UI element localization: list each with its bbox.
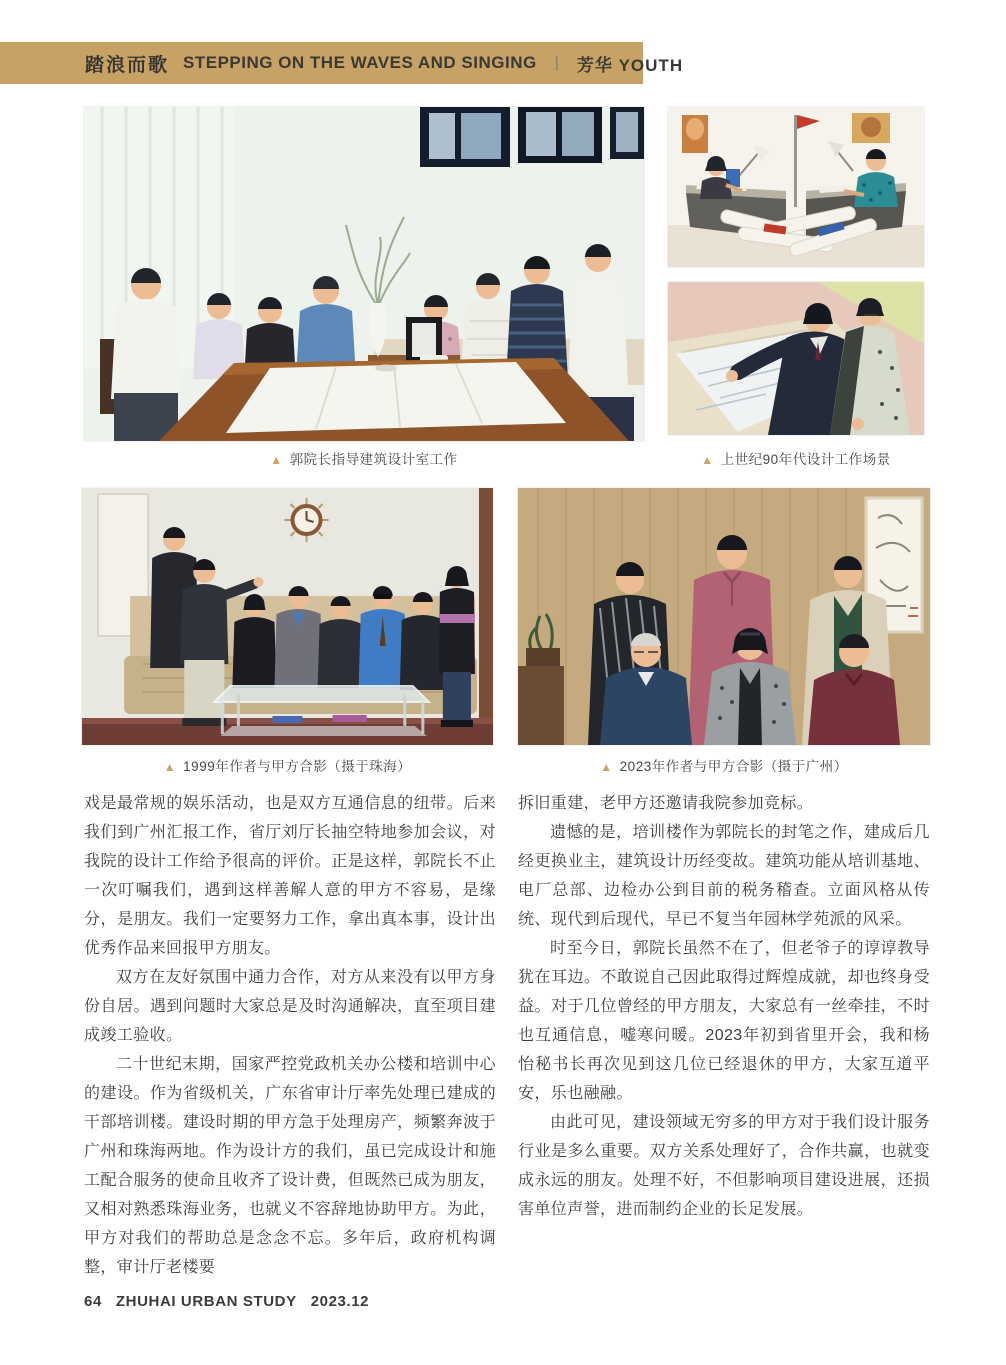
article-right-column bbox=[518, 789, 930, 1224]
photo-design-office-group bbox=[84, 107, 644, 441]
paragraph: 二十世纪末期，国家严控党政机关办公楼和培训中心的建设。作为省级机关，广东省审计厅率先处理已建成的干部培训楼。建设时期的甲方急于处理房产，频繁奔波于广州和珠海两地。作为设计方的我们，虽已完成设计和施工配合服务的使命且收齐了设计费，但既然已成为朋友，又相对熟悉珠海业务，也就义不容辞地协助甲方。为此，甲方对我们的帮助总是念念不忘。多年后，政府机构调整，审计厅老楼要 bbox=[84, 1056, 496, 1276]
figure-caption-2 bbox=[668, 448, 924, 468]
paragraph: 双方在友好氛围中通力合作，对方从来没有以甲方身份自居。遇到问题时大家总是及时沟通解决，直至项目建成竣工验收。 bbox=[84, 969, 496, 1044]
page-footer bbox=[84, 1293, 383, 1310]
photo-2023-group-image bbox=[518, 488, 930, 745]
photo-design-office-image bbox=[84, 107, 644, 441]
caption-text: 1999年作者与甲方合影（摄于珠海） bbox=[183, 759, 412, 774]
issue-label: 芳华 YOUTH bbox=[576, 55, 684, 75]
paragraph: 拆旧重建，老甲方还邀请我院参加竞标。 bbox=[518, 795, 814, 812]
photo-reviewing-drawing-image bbox=[668, 282, 924, 435]
header-separator: | bbox=[554, 54, 559, 71]
paragraph: 由此可见，建设领域无穷多的甲方对于我们设计服务行业是多么重要。双方关系处理好了，合作共赢，也就变成永远的朋友。处理不好，不但影响项目建设进展，还损害单位声誉，进而制约企业的长足发展。 bbox=[518, 1114, 930, 1218]
photo-reviewing-drawing bbox=[668, 282, 924, 435]
caption-triangle-icon: ▲ bbox=[270, 453, 283, 467]
photo-drafting-room bbox=[668, 107, 924, 267]
section-header-band bbox=[0, 42, 684, 84]
article-left-column bbox=[84, 789, 496, 1282]
caption-text: 2023年作者与甲方合影（摄于广州） bbox=[619, 759, 848, 774]
meeting-table bbox=[159, 358, 629, 441]
paragraph: 时至今日，郭院长虽然不在了，但老爷子的谆谆教导犹在耳边。不敢说自己因此取得过辉煌成就，却也终身受益。对于几位曾经的甲方朋友，大家总有一丝牵挂，不时也互通信息，嘘寒问暖。2023年初到省里开会，我和杨怡秘书长再次见到这几位已经退休的甲方，大家互道平安，乐也融融。 bbox=[518, 940, 930, 1102]
page-number: 64 bbox=[84, 1293, 102, 1310]
caption-triangle-icon: ▲ bbox=[701, 453, 714, 467]
figure-caption-3 bbox=[82, 755, 493, 775]
journal-name: ZHUHAI URBAN STUDY bbox=[115, 1293, 297, 1310]
photo-1999-group-image bbox=[82, 488, 493, 745]
caption-text: 郭院长指导建筑设计室工作 bbox=[289, 452, 458, 467]
caption-text: 上世纪90年代设计工作场景 bbox=[720, 452, 891, 467]
wall-clock bbox=[284, 498, 328, 542]
section-title-en: STEPPING ON THE WAVES AND SINGING bbox=[183, 53, 537, 72]
issue-date: 2023.12 bbox=[310, 1293, 370, 1310]
figure-caption-1 bbox=[84, 448, 644, 468]
caption-triangle-icon: ▲ bbox=[600, 760, 613, 774]
photo-drafting-room-image bbox=[668, 107, 924, 267]
wall-frames bbox=[420, 107, 644, 167]
photo-2023-group bbox=[518, 488, 930, 745]
paragraph: 遗憾的是，培训楼作为郭院长的封笔之作，建成后几经更换业主，建筑设计历经变故。建筑功能从培训基地、电厂总部、边检办公到目前的税务稽查。立面风格从传统、现代到后现代，早已不复当年园林学苑派的风采。 bbox=[518, 824, 930, 928]
section-title-cn: 踏浪而歌 bbox=[85, 54, 170, 76]
paragraph: 戏是最常规的娱乐活动，也是双方互通信息的纽带。后来我们到广州汇报工作，省厅刘厅长抽空特地参加会议，对我院的设计工作给予很高的评价。正是这样，郭院长不止一次叮嘱我们，遇到这样善解人意的甲方不容易，是缘分，是朋友。我们一定要努力工作，拿出真本事，设计出优秀作品来回报甲方朋友。 bbox=[84, 795, 496, 957]
figure-caption-4 bbox=[518, 755, 930, 775]
caption-triangle-icon: ▲ bbox=[163, 760, 177, 774]
photo-1999-group bbox=[82, 488, 493, 745]
